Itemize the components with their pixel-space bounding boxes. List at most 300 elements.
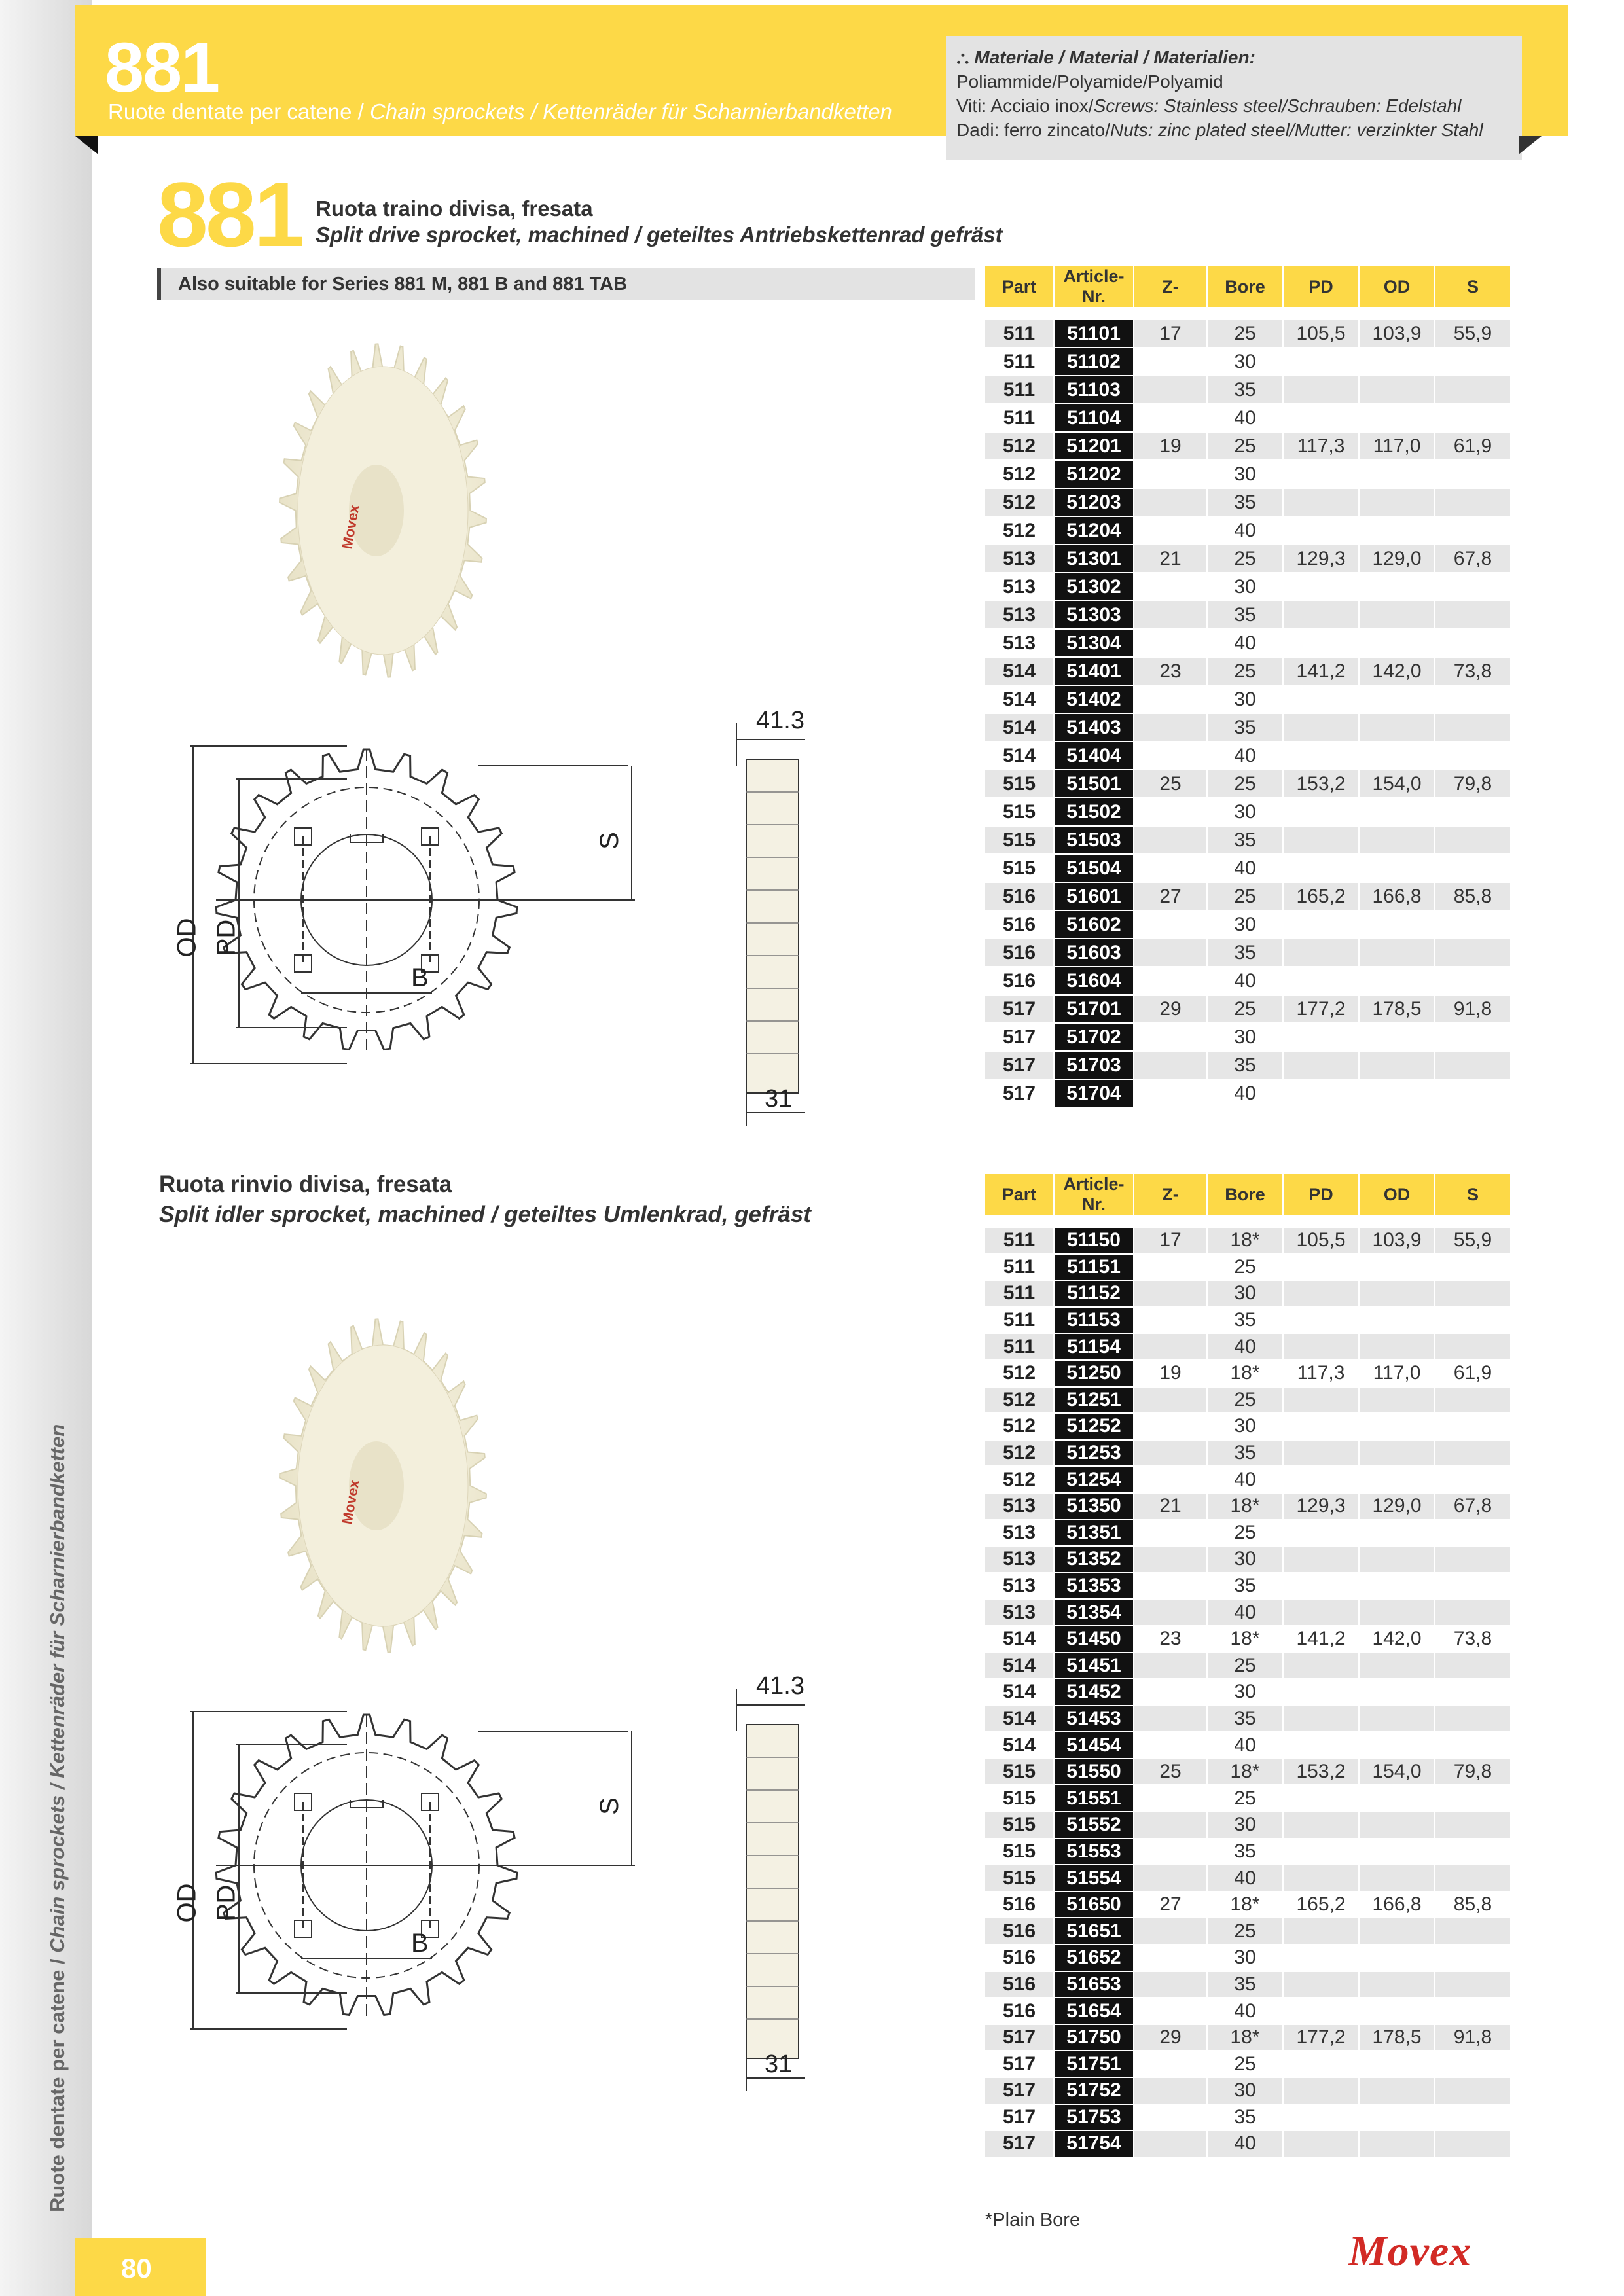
table-row bbox=[985, 714, 1510, 741]
value-cell bbox=[1360, 461, 1434, 488]
value-cell bbox=[1134, 1972, 1206, 1998]
table-row bbox=[985, 1998, 1510, 2024]
value-cell bbox=[1360, 855, 1434, 882]
value-cell bbox=[1435, 404, 1510, 431]
value-cell: 30 bbox=[1234, 913, 1256, 935]
article-cell: 51704 bbox=[1055, 1080, 1133, 1107]
value-cell: 30 bbox=[1234, 463, 1256, 485]
article-cell: 51452 bbox=[1055, 1679, 1133, 1705]
value-cell bbox=[1284, 2131, 1358, 2157]
value-cell bbox=[1360, 573, 1434, 600]
value-cell: 35 bbox=[1208, 939, 1282, 966]
table-row bbox=[985, 658, 1510, 685]
value-cell bbox=[1435, 2051, 1510, 2077]
table-row bbox=[985, 1573, 1510, 1599]
value-cell: 129,0 bbox=[1360, 545, 1434, 572]
article-cell: 51750 bbox=[1055, 2025, 1133, 2051]
value-cell bbox=[1284, 1945, 1358, 1971]
value-cell bbox=[1134, 1573, 1206, 1599]
width-top-label: 41.3 bbox=[756, 707, 804, 734]
value-cell: 25 bbox=[1208, 1653, 1282, 1679]
value-cell bbox=[1435, 1839, 1510, 1865]
table-row bbox=[985, 601, 1510, 628]
article-cell: 51752 bbox=[1055, 2078, 1133, 2104]
value-cell bbox=[1360, 489, 1434, 516]
article-cell: 51201 bbox=[1055, 433, 1133, 459]
value-cell: 154,0 bbox=[1360, 770, 1434, 797]
article-cell: 51654 bbox=[1055, 1998, 1133, 2024]
value-cell bbox=[1134, 2078, 1206, 2104]
article-cell: 51353 bbox=[1055, 1573, 1133, 1599]
value-cell bbox=[1284, 1812, 1358, 1838]
table-row bbox=[985, 1467, 1510, 1492]
part-cell: 517 bbox=[1002, 2106, 1036, 2128]
value-cell: 30 bbox=[1208, 1812, 1282, 1838]
value-cell bbox=[1435, 1865, 1510, 1891]
part-cell: 514 bbox=[985, 1653, 1053, 1679]
value-cell bbox=[1360, 1812, 1434, 1838]
value-cell bbox=[1435, 827, 1510, 853]
article-cell: 51350 bbox=[1055, 1494, 1133, 1519]
value-cell bbox=[1435, 1785, 1510, 1811]
value-cell bbox=[1435, 1706, 1510, 1732]
value-cell: 19 bbox=[1134, 433, 1206, 459]
table-row bbox=[985, 2078, 1510, 2104]
value-cell bbox=[1360, 1865, 1434, 1891]
value-cell bbox=[1360, 517, 1434, 544]
part-cell: 515 bbox=[985, 827, 1053, 853]
value-cell bbox=[1284, 489, 1358, 516]
column-header: Bore bbox=[1208, 266, 1282, 307]
value-cell bbox=[1284, 1080, 1358, 1107]
drive-drawing bbox=[151, 694, 805, 1139]
table-row bbox=[985, 883, 1510, 910]
table-row bbox=[985, 939, 1510, 966]
table-row bbox=[985, 1334, 1510, 1359]
article-cell: 51754 bbox=[1055, 2131, 1133, 2157]
value-cell bbox=[1360, 1653, 1434, 1679]
column-header: PD bbox=[1284, 266, 1358, 307]
value-cell bbox=[1435, 573, 1510, 600]
part-cell: 514 bbox=[1002, 688, 1036, 710]
part-cell: 515 bbox=[1002, 1787, 1036, 1809]
table-row bbox=[985, 2025, 1510, 2051]
value-cell bbox=[1284, 1052, 1358, 1079]
article-cell: 51354 bbox=[1055, 1600, 1133, 1625]
value-cell: 18* bbox=[1230, 1362, 1260, 1384]
value-cell: 105,5 bbox=[1284, 1228, 1358, 1253]
table-row bbox=[985, 404, 1510, 431]
value-cell bbox=[1134, 1052, 1206, 1079]
value-cell: 27 bbox=[1159, 1893, 1182, 1916]
article-cell: 51604 bbox=[1055, 967, 1133, 994]
value-cell bbox=[1134, 601, 1206, 628]
value-cell: 17 bbox=[1134, 1228, 1206, 1253]
value-cell bbox=[1134, 1653, 1206, 1679]
value-cell bbox=[1360, 1255, 1434, 1280]
part-cell: 516 bbox=[985, 883, 1053, 910]
value-cell bbox=[1284, 827, 1358, 853]
value-cell bbox=[1435, 1600, 1510, 1625]
value-cell: 103,9 bbox=[1360, 1228, 1434, 1253]
part-cell: 511 bbox=[1003, 1255, 1036, 1278]
value-cell bbox=[1360, 1785, 1434, 1811]
part-cell: 513 bbox=[1002, 1521, 1036, 1543]
part-cell: 512 bbox=[985, 489, 1053, 516]
table-row bbox=[985, 1945, 1510, 1971]
value-cell: 40 bbox=[1234, 1734, 1256, 1756]
table-row bbox=[985, 1972, 1510, 1998]
value-cell: 18* bbox=[1208, 1494, 1282, 1519]
table-row bbox=[985, 1281, 1510, 1306]
value-cell bbox=[1134, 1998, 1206, 2024]
table-row bbox=[985, 2051, 1510, 2077]
article-cell: 51252 bbox=[1055, 1414, 1133, 1439]
value-cell bbox=[1134, 1255, 1206, 1280]
table-row bbox=[985, 1388, 1510, 1413]
value-cell bbox=[1435, 967, 1510, 994]
article-cell: 51652 bbox=[1055, 1945, 1133, 1971]
table-row bbox=[985, 1865, 1510, 1891]
article-cell: 51554 bbox=[1055, 1865, 1133, 1891]
value-cell bbox=[1360, 2078, 1434, 2104]
value-cell bbox=[1284, 2051, 1358, 2077]
value-cell bbox=[1360, 1281, 1434, 1306]
value-cell: 25 bbox=[1208, 1918, 1282, 1944]
table-row bbox=[985, 461, 1510, 488]
value-cell: 30 bbox=[1234, 688, 1256, 710]
article-cell: 51301 bbox=[1055, 545, 1133, 572]
part-cell: 517 bbox=[985, 2025, 1053, 2051]
article-cell: 51101 bbox=[1055, 320, 1133, 347]
table-row bbox=[985, 967, 1510, 994]
value-cell: 85,8 bbox=[1453, 1893, 1492, 1916]
value-cell bbox=[1435, 601, 1510, 628]
table-row bbox=[985, 489, 1510, 516]
article-cell: 51352 bbox=[1055, 1547, 1133, 1572]
materials-line3: Dadi: ferro zincato/Nuts: zinc plated steel/Mutter: verzinkter Stahl bbox=[956, 120, 1483, 140]
table-row bbox=[985, 1547, 1510, 1572]
part-cell: 516 bbox=[985, 1918, 1053, 1944]
part-cell: 513 bbox=[1002, 1575, 1036, 1597]
value-cell bbox=[1284, 348, 1358, 375]
table-header bbox=[985, 266, 1510, 307]
table-row bbox=[985, 855, 1510, 882]
value-cell bbox=[1134, 911, 1206, 938]
value-cell bbox=[1435, 1080, 1510, 1107]
value-cell: 40 bbox=[1208, 1865, 1282, 1891]
idler-sprocket-photo bbox=[196, 1296, 537, 1676]
value-cell: 19 bbox=[1159, 1362, 1182, 1384]
value-cell: 103,9 bbox=[1360, 320, 1434, 347]
value-cell bbox=[1134, 1785, 1206, 1811]
part-cell: 512 bbox=[1002, 1415, 1036, 1437]
idler-title: Ruota rinvio divisa, fresata bbox=[159, 1172, 452, 1197]
value-cell: 165,2 bbox=[1284, 883, 1358, 910]
value-cell: 30 bbox=[1234, 350, 1256, 372]
article-cell: 51202 bbox=[1055, 461, 1133, 488]
value-cell bbox=[1134, 2051, 1206, 2077]
value-cell: 129,3 bbox=[1284, 545, 1358, 572]
header-corner bbox=[75, 136, 98, 154]
value-cell bbox=[1360, 1334, 1434, 1359]
share-icon: ⛬ bbox=[956, 47, 975, 67]
value-cell bbox=[1134, 742, 1206, 769]
article-cell: 51751 bbox=[1055, 2051, 1133, 2077]
value-cell bbox=[1134, 1865, 1206, 1891]
value-cell bbox=[1284, 686, 1358, 713]
value-cell bbox=[1134, 1080, 1206, 1107]
value-cell: 25 bbox=[1208, 658, 1282, 685]
value-cell bbox=[1134, 630, 1206, 656]
value-cell bbox=[1284, 1865, 1358, 1891]
value-cell: 35 bbox=[1208, 1706, 1282, 1732]
article-cell: 51601 bbox=[1055, 883, 1133, 910]
value-cell: 117,3 bbox=[1297, 1362, 1345, 1384]
value-cell bbox=[1284, 1547, 1358, 1572]
value-cell bbox=[1284, 2105, 1358, 2130]
part-cell: 511 bbox=[985, 1228, 1053, 1253]
value-cell bbox=[1435, 1918, 1510, 1944]
value-cell bbox=[1284, 1998, 1358, 2024]
part-cell: 512 bbox=[985, 1441, 1053, 1466]
value-cell bbox=[1435, 1441, 1510, 1466]
value-cell bbox=[1360, 1679, 1434, 1705]
table-row bbox=[985, 1494, 1510, 1519]
value-cell: 177,2 bbox=[1284, 996, 1358, 1022]
part-cell: 513 bbox=[985, 1547, 1053, 1572]
value-cell bbox=[1435, 855, 1510, 882]
value-cell: 30 bbox=[1234, 575, 1256, 598]
value-cell bbox=[1134, 827, 1206, 853]
part-cell: 515 bbox=[1002, 1840, 1036, 1862]
value-cell: 35 bbox=[1234, 1575, 1256, 1597]
value-cell bbox=[1360, 1998, 1434, 2024]
article-cell: 51152 bbox=[1055, 1281, 1133, 1306]
table-row bbox=[985, 996, 1510, 1022]
table-row bbox=[985, 911, 1510, 938]
header-subtitle: Ruote dentate per catene / Chain sprockets / Kettenräder für Scharnierbandketten bbox=[108, 99, 892, 124]
value-cell bbox=[1360, 686, 1434, 713]
column-header: S bbox=[1435, 266, 1510, 307]
part-cell: 512 bbox=[985, 433, 1053, 459]
value-cell: 129,0 bbox=[1360, 1494, 1434, 1519]
table-row bbox=[985, 1414, 1510, 1439]
value-cell: 18* bbox=[1208, 2025, 1282, 2051]
value-cell bbox=[1134, 1467, 1206, 1492]
value-cell bbox=[1284, 967, 1358, 994]
value-cell bbox=[1435, 1414, 1510, 1439]
value-cell bbox=[1360, 1918, 1434, 1944]
table-row bbox=[985, 1918, 1510, 1944]
s-label: S bbox=[594, 832, 624, 850]
value-cell bbox=[1134, 2105, 1206, 2130]
value-cell bbox=[1360, 376, 1434, 403]
value-cell bbox=[1134, 1839, 1206, 1865]
table-row bbox=[985, 2105, 1510, 2130]
part-cell: 516 bbox=[985, 939, 1053, 966]
article-cell: 51504 bbox=[1055, 855, 1133, 882]
table-row bbox=[985, 1626, 1510, 1652]
table-row bbox=[985, 1653, 1510, 1679]
value-cell: 25 bbox=[1208, 433, 1282, 459]
value-cell bbox=[1284, 1308, 1358, 1333]
page-number-tab bbox=[75, 2238, 206, 2296]
value-cell bbox=[1134, 461, 1206, 488]
table-row bbox=[985, 1441, 1510, 1466]
value-cell bbox=[1134, 1308, 1206, 1333]
value-cell: 25 bbox=[1134, 770, 1206, 797]
value-cell bbox=[1134, 1334, 1206, 1359]
materials-line2: Viti: Acciaio inox/Screws: Stainless steel/Schrauben: Edelstahl bbox=[956, 96, 1462, 116]
value-cell: 25 bbox=[1208, 320, 1282, 347]
table-row bbox=[985, 320, 1510, 347]
part-cell: 517 bbox=[1002, 1082, 1036, 1104]
brand-logo: Movex bbox=[1348, 2227, 1472, 2275]
table-row bbox=[985, 1600, 1510, 1625]
article-cell: 51154 bbox=[1055, 1334, 1133, 1359]
article-cell: 51701 bbox=[1055, 996, 1133, 1022]
article-cell: 51151 bbox=[1055, 1255, 1133, 1280]
value-cell bbox=[1284, 1255, 1358, 1280]
value-cell: 35 bbox=[1208, 376, 1282, 403]
value-cell bbox=[1284, 1600, 1358, 1625]
bore-label: B bbox=[411, 1929, 429, 1958]
value-cell bbox=[1360, 1080, 1434, 1107]
value-cell bbox=[1360, 1945, 1434, 1971]
part-cell: 512 bbox=[1002, 1362, 1036, 1384]
value-cell: 177,2 bbox=[1284, 2025, 1358, 2051]
value-cell bbox=[1435, 376, 1510, 403]
column-header: Bore bbox=[1208, 1174, 1282, 1215]
value-cell bbox=[1134, 517, 1206, 544]
value-cell: 40 bbox=[1234, 632, 1256, 654]
value-cell: 117,0 bbox=[1360, 433, 1434, 459]
part-cell: 517 bbox=[985, 1052, 1053, 1079]
value-cell bbox=[1435, 1573, 1510, 1599]
part-cell: 512 bbox=[1002, 1468, 1036, 1490]
value-cell bbox=[1435, 742, 1510, 769]
value-cell: 35 bbox=[1208, 714, 1282, 741]
value-cell bbox=[1134, 1600, 1206, 1625]
value-cell: 91,8 bbox=[1435, 996, 1510, 1022]
value-cell bbox=[1360, 2105, 1434, 2130]
value-cell: 35 bbox=[1234, 1309, 1256, 1331]
value-cell: 25 bbox=[1234, 1521, 1256, 1543]
value-cell bbox=[1435, 911, 1510, 938]
value-cell: 178,5 bbox=[1360, 2025, 1434, 2051]
value-cell: 73,8 bbox=[1453, 1628, 1492, 1650]
value-cell: 91,8 bbox=[1435, 2025, 1510, 2051]
article-cell: 51651 bbox=[1055, 1918, 1133, 1944]
value-cell bbox=[1134, 1918, 1206, 1944]
article-cell: 51303 bbox=[1055, 601, 1133, 628]
value-cell bbox=[1134, 686, 1206, 713]
column-header: S bbox=[1435, 1174, 1510, 1215]
value-cell bbox=[1284, 1334, 1358, 1359]
article-cell: 51702 bbox=[1055, 1024, 1133, 1050]
value-cell bbox=[1435, 489, 1510, 516]
article-cell: 51251 bbox=[1055, 1388, 1133, 1413]
article-cell: 51104 bbox=[1055, 404, 1133, 431]
svg-text:Movex: Movex bbox=[338, 1479, 363, 1526]
value-cell bbox=[1435, 1334, 1510, 1359]
value-cell bbox=[1360, 1414, 1434, 1439]
value-cell: 35 bbox=[1234, 1840, 1256, 1862]
value-cell bbox=[1134, 939, 1206, 966]
part-cell: 515 bbox=[985, 1759, 1053, 1785]
part-cell: 512 bbox=[1002, 519, 1036, 541]
part-cell: 513 bbox=[1002, 632, 1036, 654]
value-cell bbox=[1435, 798, 1510, 825]
table-row bbox=[985, 517, 1510, 544]
part-cell: 516 bbox=[1002, 2000, 1036, 2022]
value-cell bbox=[1284, 1653, 1358, 1679]
value-cell: 40 bbox=[1208, 1334, 1282, 1359]
article-cell: 51501 bbox=[1055, 770, 1133, 797]
value-cell: 85,8 bbox=[1435, 883, 1510, 910]
value-cell: 165,2 bbox=[1296, 1893, 1346, 1916]
article-cell: 51103 bbox=[1055, 376, 1133, 403]
value-cell bbox=[1284, 1839, 1358, 1865]
column-header: Part bbox=[985, 1174, 1053, 1215]
value-cell bbox=[1360, 1706, 1434, 1732]
article-cell: 51550 bbox=[1055, 1759, 1133, 1785]
value-cell: 25 bbox=[1208, 770, 1282, 797]
value-cell bbox=[1360, 967, 1434, 994]
part-cell: 514 bbox=[1002, 744, 1036, 766]
table-row bbox=[985, 1812, 1510, 1838]
value-cell: 79,8 bbox=[1435, 770, 1510, 797]
part-cell: 516 bbox=[1002, 913, 1036, 935]
column-header: PD bbox=[1284, 1174, 1358, 1215]
part-cell: 517 bbox=[1002, 1026, 1036, 1048]
value-cell bbox=[1284, 461, 1358, 488]
value-cell bbox=[1134, 1414, 1206, 1439]
part-cell: 514 bbox=[1002, 1628, 1036, 1650]
value-cell bbox=[1284, 517, 1358, 544]
drive-title: Ruota traino divisa, fresata bbox=[316, 196, 593, 221]
value-cell bbox=[1435, 1812, 1510, 1838]
value-cell: 21 bbox=[1134, 1494, 1206, 1519]
value-cell: 35 bbox=[1208, 601, 1282, 628]
value-cell bbox=[1435, 1998, 1510, 2024]
value-cell: 35 bbox=[1234, 2106, 1256, 2128]
value-cell: 30 bbox=[1208, 1547, 1282, 1572]
value-cell: 25 bbox=[1234, 1255, 1256, 1278]
value-cell bbox=[1435, 2078, 1510, 2104]
value-cell: 25 bbox=[1208, 883, 1282, 910]
part-cell: 514 bbox=[985, 658, 1053, 685]
part-cell: 514 bbox=[1002, 1681, 1036, 1703]
part-cell: 512 bbox=[985, 1388, 1053, 1413]
svg-text:Movex: Movex bbox=[338, 503, 363, 550]
table-row bbox=[985, 686, 1510, 713]
table-row bbox=[985, 1785, 1510, 1811]
value-cell: 73,8 bbox=[1435, 658, 1510, 685]
value-cell: 23 bbox=[1159, 1628, 1182, 1650]
article-cell: 51650 bbox=[1055, 1892, 1133, 1918]
value-cell bbox=[1134, 1547, 1206, 1572]
article-cell: 51703 bbox=[1055, 1052, 1133, 1079]
value-cell: 18* bbox=[1230, 1628, 1260, 1650]
value-cell: 18* bbox=[1208, 1759, 1282, 1785]
part-cell: 516 bbox=[1002, 1893, 1036, 1916]
value-cell bbox=[1284, 1679, 1358, 1705]
value-cell bbox=[1360, 714, 1434, 741]
value-cell bbox=[1284, 939, 1358, 966]
part-cell: 511 bbox=[985, 376, 1053, 403]
